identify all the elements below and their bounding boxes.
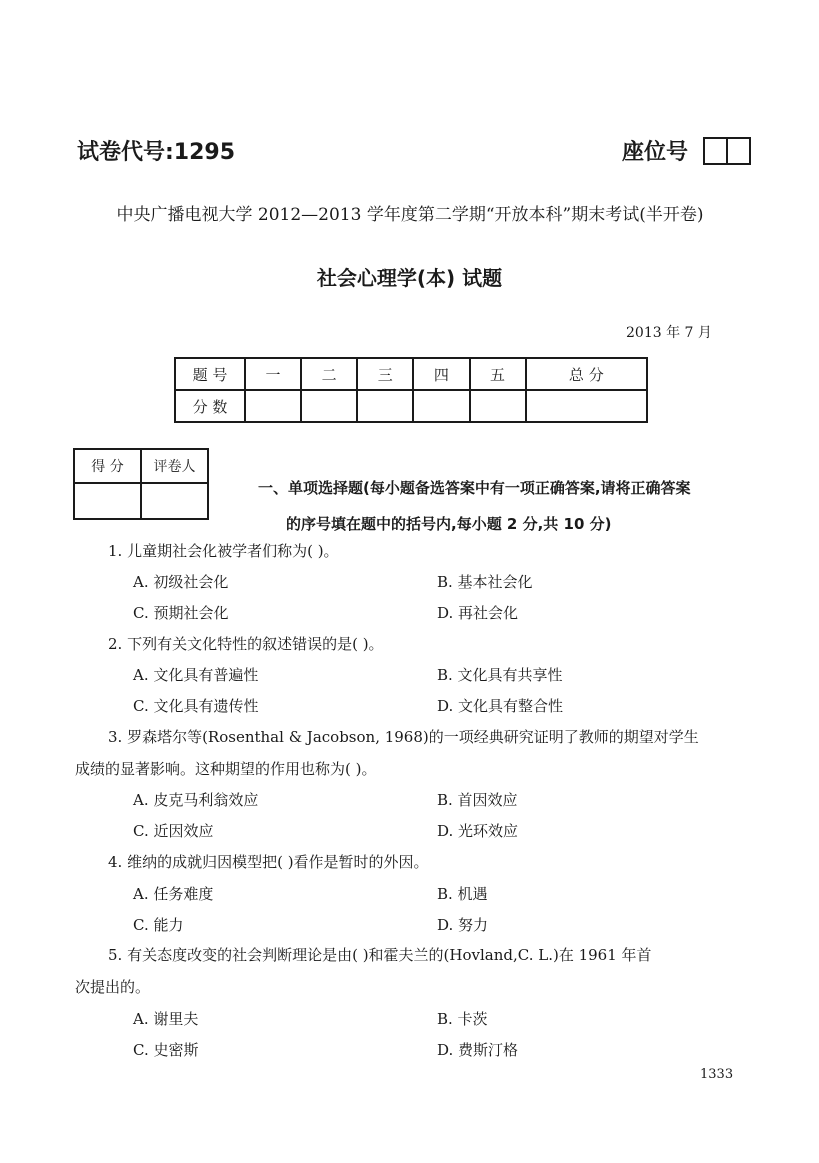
score-table	[174, 357, 648, 423]
grader-cell-empty	[141, 483, 208, 519]
seat-number-box	[703, 137, 751, 165]
grader-score-label: 得 分	[74, 449, 141, 483]
section-heading	[258, 470, 754, 542]
score-table-cell: 总 分	[526, 358, 647, 390]
question-stem-line: 3. 罗森塔尔等(Rosenthal & Jacobson, 1968)的一项经典研究证明了教师的期望对学生	[108, 728, 699, 746]
score-cell-empty	[413, 390, 469, 422]
question-stem: 4. 维纳的成就归因模型把( )看作是暂时的外因。	[108, 853, 429, 871]
score-cell-empty	[245, 390, 301, 422]
question-stem-line: 成绩的显著影响。这种期望的作用也称为( )。	[75, 760, 377, 778]
option-d: D. 费斯汀格	[437, 1041, 519, 1059]
option-a: A. 任务难度	[133, 885, 214, 903]
option-c: C. 能力	[133, 916, 184, 934]
seat-number-label: 座位号	[622, 140, 689, 165]
score-cell-empty	[301, 390, 357, 422]
option-b: B. 基本社会化	[437, 573, 533, 591]
option-a: A. 皮克马利翁效应	[133, 791, 259, 809]
option-d: D. 努力	[437, 916, 489, 934]
score-table-score-row	[175, 390, 647, 422]
option-b: B. 首因效应	[437, 791, 518, 809]
exam-date: 2013 年 7 月	[626, 325, 712, 341]
option-d: D. 文化具有整合性	[437, 697, 564, 715]
section-heading-line: 的序号填在题中的括号内,每小题 2 分,共 10 分)	[286, 515, 612, 533]
question-stem-line: 次提出的。	[75, 978, 151, 996]
score-cell-empty	[357, 390, 413, 422]
score-table-cell: 二	[301, 358, 357, 390]
exam-code: 试卷代号:1295	[77, 140, 236, 165]
grader-name-label: 评卷人	[141, 449, 208, 483]
option-c: C. 史密斯	[133, 1041, 199, 1059]
question-stem: 2. 下列有关文化特性的叙述错误的是( )。	[108, 635, 384, 653]
score-table-cell: 三	[357, 358, 413, 390]
page-title: 社会心理学(本) 试题	[316, 266, 503, 290]
score-table-cell: 题 号	[175, 358, 245, 390]
score-cell-empty	[526, 390, 647, 422]
option-c: C. 预期社会化	[133, 604, 229, 622]
score-table-cell: 一	[245, 358, 301, 390]
page-number: 1333	[700, 1067, 734, 1082]
score-cell-empty	[470, 390, 526, 422]
score-table-header-row	[175, 358, 647, 390]
exam-header: 中央广播电视大学 2012—2013 学年度第二学期“开放本科”期末考试(半开卷)	[116, 205, 704, 225]
grader-cell-empty	[74, 483, 141, 519]
option-b: B. 文化具有共享性	[437, 666, 563, 684]
option-d: D. 再社会化	[437, 604, 519, 622]
section-heading-line: 一、单项选择题(每小题备选答案中有一项正确答案,请将正确答案	[258, 479, 691, 497]
option-d: D. 光环效应	[437, 822, 519, 840]
score-table-cell: 五	[470, 358, 526, 390]
question-stem	[75, 939, 748, 1003]
score-table-cell: 四	[413, 358, 469, 390]
score-table-cell: 分 数	[175, 390, 245, 422]
grader-table	[73, 448, 209, 520]
option-b: B. 机遇	[437, 885, 488, 903]
option-a: A. 文化具有普遍性	[133, 666, 259, 684]
question-stem-line: 5. 有关态度改变的社会判断理论是由( )和霍夫兰的(Hovland,C. L.)在 1961 年首	[108, 946, 652, 964]
question-stem	[75, 721, 748, 785]
option-b: B. 卡茨	[437, 1010, 488, 1028]
option-a: A. 谢里夫	[133, 1010, 199, 1028]
question-stem: 1. 儿童期社会化被学者们称为( )。	[108, 542, 339, 560]
option-a: A. 初级社会化	[133, 573, 229, 591]
option-c: C. 近因效应	[133, 822, 214, 840]
option-c: C. 文化具有遗传性	[133, 697, 259, 715]
